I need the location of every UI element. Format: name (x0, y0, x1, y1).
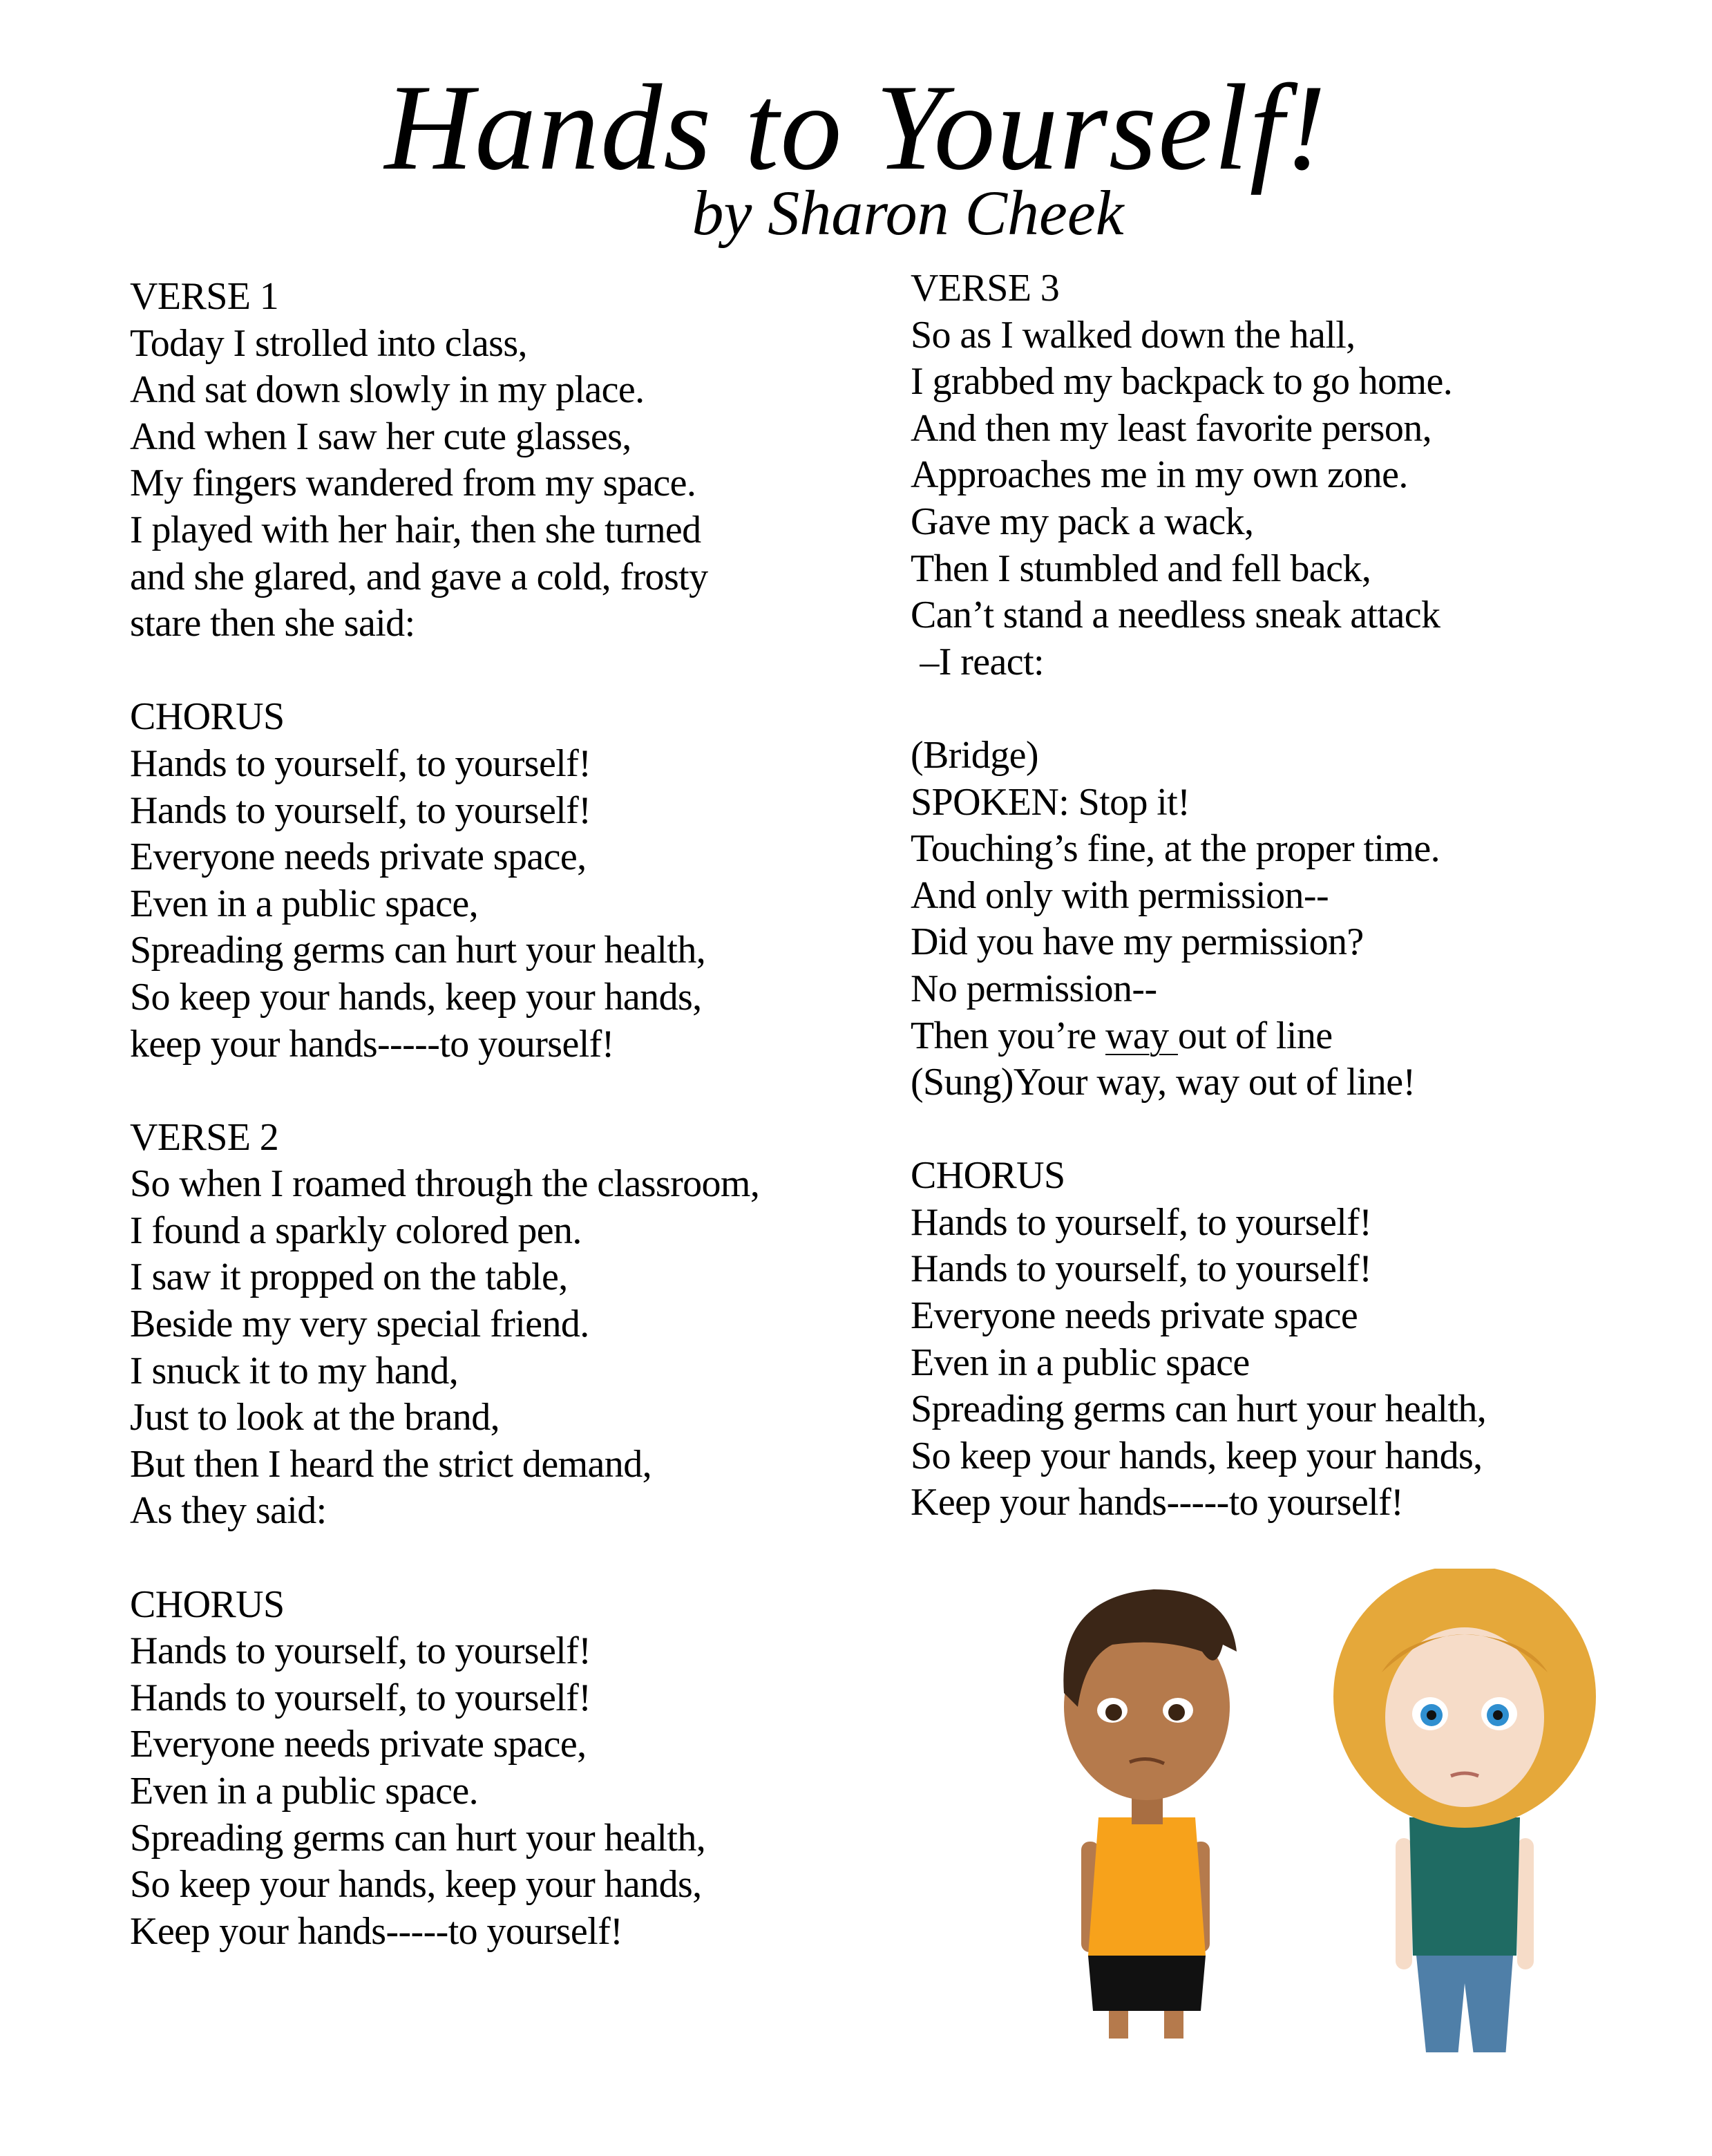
section-heading: CHORUS (130, 695, 285, 739)
lyric-line: Hands to yourself, to yourself! (130, 1676, 591, 1719)
lyric-line: SPOKEN: Stop it! (911, 780, 1190, 824)
lyric-line: So keep your hands, keep your hands, (130, 1863, 702, 1907)
lyric-line: Just to look at the brand, (130, 1396, 500, 1439)
lyric-line: –I react: (911, 640, 1044, 683)
lyric-line: Hands to yourself, to yourself! (130, 1629, 591, 1673)
lyric-line: Gave my pack a wack, (911, 500, 1254, 543)
underlined-word: way (1105, 1014, 1178, 1057)
lyric-line: Did you have my permission? (911, 920, 1364, 964)
lyric-line: (Sung)Your way, way out of line! (911, 1061, 1416, 1104)
lyric-line: Can’t stand a needless sneak attack (911, 594, 1440, 637)
lyric-line: So keep your hands, keep your hands, (911, 1434, 1483, 1477)
section-heading: CHORUS (130, 1582, 285, 1626)
section-heading: VERSE 3 (911, 267, 1060, 310)
lyric-line: But then I heard the strict demand, (130, 1442, 651, 1486)
lyric-line: I found a sparkly colored pen. (130, 1209, 582, 1252)
section-heading: VERSE 2 (130, 1115, 279, 1159)
lyric-line: My fingers wandered from my space. (130, 462, 696, 505)
lyric-line: Spreading germs can hurt your health, (911, 1388, 1487, 1431)
lyrics-section (130, 274, 759, 647)
lyric-line (911, 1013, 1486, 1060)
lyric-line: So keep your hands, keep your hands, (130, 975, 702, 1019)
lyric-line: Hands to yourself, to yourself! (130, 741, 591, 785)
girl-character (1333, 1569, 1596, 2052)
lyric-line: Then I stumbled and fell back, (911, 547, 1371, 590)
lyric-line: Hands to yourself, to yourself! (911, 1200, 1372, 1244)
lyric-line: And when I saw her cute glasses, (130, 415, 631, 458)
lyric-line: As they said: (130, 1489, 327, 1533)
lyric-line: Keep your hands-----to yourself! (911, 1481, 1404, 1524)
lyric-line: So when I roamed through the classroom, (130, 1162, 760, 1206)
section-heading: VERSE 1 (130, 275, 279, 318)
lyric-line: stare then she said: (130, 602, 415, 645)
lyric-line: And sat down slowly in my place. (130, 368, 645, 412)
lyric-text: out of line (1177, 1014, 1333, 1057)
section-heading: (Bridge) (911, 733, 1038, 777)
lyric-line: I saw it propped on the table, (130, 1256, 568, 1299)
lyric-line: No permission-- (911, 967, 1157, 1010)
lyric-line: I snuck it to my hand, (130, 1349, 459, 1392)
song-author: by Sharon Cheek (692, 178, 1124, 248)
lyric-line: Even in a public space (911, 1341, 1250, 1384)
right-lyrics-column (911, 265, 1486, 1573)
lyric-line: Hands to yourself, to yourself! (130, 788, 591, 832)
lyric-line: And then my least favorite person, (911, 406, 1432, 450)
lyric-line: keep your hands-----to yourself! (130, 1022, 614, 1066)
lyrics-section (911, 732, 1486, 1106)
lyric-line: Beside my very special friend. (130, 1303, 589, 1346)
lyrics-section (130, 1115, 759, 1535)
lyric-line: Hands to yourself, to yourself! (911, 1247, 1372, 1291)
lyric-text: Then you’re (911, 1014, 1106, 1057)
lyric-line: I played with her hair, then she turned (130, 508, 701, 551)
characters-illustration (1023, 1569, 1644, 2052)
lyric-line: and she glared, and gave a cold, frosty (130, 555, 708, 598)
lyrics-section (130, 1582, 759, 1956)
lyric-line: Even in a public space. (130, 1770, 479, 1813)
song-title: Hands to Yourself! (384, 59, 1328, 196)
lyric-line: Even in a public space, (130, 882, 479, 925)
lyric-line: Everyone needs private space, (130, 1723, 587, 1766)
lyric-line: Touching’s fine, at the proper time. (911, 827, 1440, 871)
lyric-line: Everyone needs private space (911, 1294, 1358, 1338)
lyric-line: Keep your hands-----to yourself! (130, 1909, 623, 1953)
lyric-line: Spreading germs can hurt your health, (130, 1816, 706, 1860)
lyric-line: Spreading germs can hurt your health, (130, 929, 706, 972)
lyrics-section (911, 1153, 1486, 1526)
boy-character (1063, 1589, 1237, 2052)
left-lyrics-column (130, 274, 759, 2002)
lyric-line: Everyone needs private space, (130, 835, 587, 879)
lyrics-section (911, 265, 1486, 685)
lyric-line: Today I strolled into class, (130, 321, 527, 365)
lyric-line: Approaches me in my own zone. (911, 453, 1408, 497)
lyric-line: I grabbed my backpack to go home. (911, 360, 1453, 404)
lyric-line: And only with permission-- (911, 873, 1329, 917)
lyrics-section (130, 694, 759, 1068)
section-heading: CHORUS (911, 1154, 1065, 1198)
lyric-line: So as I walked down the hall, (911, 313, 1356, 357)
